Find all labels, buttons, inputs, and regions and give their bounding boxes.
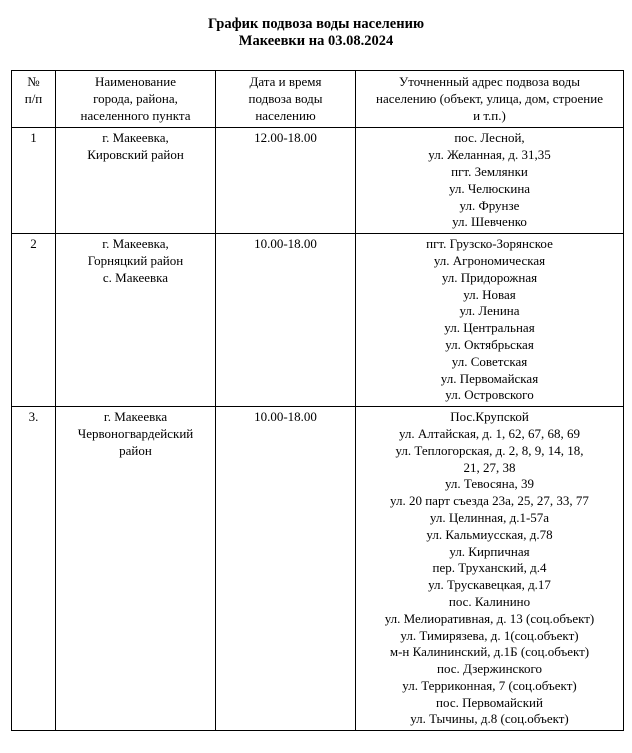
delivery-time: 10.00-18.00: [216, 407, 356, 731]
header-name: [56, 71, 216, 128]
address-line: ул. Целинная, д.1-57а: [429, 509, 550, 525]
table-row: [12, 234, 624, 407]
address-line: ул. Островского: [445, 387, 534, 403]
header-time: [216, 71, 356, 128]
title-line-2: Макеевки на 03.08.2024: [238, 33, 394, 49]
table-header-row: [12, 71, 624, 128]
address-line: ул. Алтайская, д. 1, 62, 67, 68, 69: [398, 425, 581, 441]
row-number: 1: [12, 128, 56, 234]
address-line: ул. Центральная: [444, 320, 535, 336]
header-address: [356, 71, 624, 128]
address-line: ул. Советская: [451, 353, 528, 369]
table-row: [12, 128, 624, 234]
address-line: ул. Тевосяна, 39: [445, 476, 534, 492]
delivery-address: [356, 407, 624, 731]
title-line-1: График подвоза воды населению: [207, 16, 425, 32]
table-row: [12, 407, 624, 731]
header-address-line: населению (объект, улица, дом, строение: [376, 90, 603, 106]
address-line: ул. Терриконная, 7 (соц.объект): [402, 677, 577, 693]
settlement-name-line: г. Макеевка,: [102, 236, 169, 252]
address-line: ул. Фрунзе: [459, 197, 520, 213]
address-line: пос. Дзержинского: [437, 661, 542, 677]
address-line: пер. Труханский, д.4: [432, 560, 547, 576]
header-num-line: №: [27, 74, 40, 89]
address-line: ул. Новая: [463, 286, 516, 302]
settlement-name-line: район: [119, 442, 152, 458]
delivery-time: 10.00-18.00: [216, 234, 356, 407]
header-name-line: города, района,: [93, 90, 178, 106]
address-line: пгт. Землянки: [451, 163, 528, 179]
address-line: м-н Калининский, д.1Б (соц.объект): [389, 644, 590, 660]
address-line: пос. Калинино: [448, 593, 531, 609]
address-line: ул. Ленина: [459, 303, 520, 319]
settlement-name: [56, 407, 216, 731]
address-line: пос. Первомайский: [436, 694, 543, 710]
address-line: ул. Челюскина: [448, 180, 531, 196]
address-line: пгт. Грузско-Зорянское: [426, 236, 553, 252]
delivery-address: [356, 128, 624, 234]
delivery-address: [356, 234, 624, 407]
settlement-name: [56, 234, 216, 407]
address-line: пос. Лесной,: [454, 130, 525, 146]
settlement-name-line: г. Макеевка,: [102, 130, 169, 146]
settlement-name-line: Червоногвардейский: [77, 425, 194, 441]
address-line: ул. Желанная, д. 31,35: [428, 147, 551, 163]
header-time-line: населению: [255, 107, 316, 123]
address-line: ул. Агрономическая: [433, 252, 546, 268]
address-line: ул. Первомайская: [440, 370, 539, 386]
settlement-name: [56, 128, 216, 234]
address-line: ул. Трускавецкая, д.17: [428, 577, 551, 593]
address-line: 21, 27, 38: [463, 459, 516, 475]
header-time-line: Дата и время: [249, 74, 322, 89]
settlement-name-line: с. Макеевка: [102, 269, 169, 285]
header-address-line: Уточненный адрес подвоза воды: [399, 74, 580, 89]
address-line: ул. 20 парт съезда 23а, 25, 27, 33, 77: [390, 493, 589, 509]
address-line: ул. Кальмиусская, д.78: [426, 526, 553, 542]
row-number: 2: [12, 234, 56, 407]
address-line: ул. Мелиоративная, д. 13 (соц.объект): [384, 610, 595, 626]
address-line: ул. Шевченко: [452, 214, 527, 230]
header-num-line: п/п: [24, 90, 43, 106]
row-number: 3.: [12, 407, 56, 731]
address-line: ул. Теплогорская, д. 2, 8, 9, 14, 18,: [395, 442, 584, 458]
header-name-line: Наименование: [95, 74, 176, 89]
schedule-table: [11, 70, 624, 731]
table-body: [12, 128, 624, 731]
address-line: ул. Кирпичная: [449, 543, 530, 559]
address-line: ул. Тимирязева, д. 1(соц.объект): [400, 627, 579, 643]
settlement-name-line: Горняцкий район: [87, 252, 184, 268]
address-line: ул. Тычины, д.8 (соц.объект): [410, 711, 569, 727]
address-line: ул. Придорожная: [441, 269, 538, 285]
address-line: ул. Октябрьская: [445, 336, 534, 352]
header-name-line: населенного пункта: [80, 107, 191, 123]
header-address-line: и т.п.): [473, 107, 506, 123]
settlement-name-line: Кировский район: [87, 147, 184, 163]
header-num: [12, 71, 56, 128]
header-time-line: подвоза воды: [248, 90, 323, 106]
address-line: Пос.Крупской: [450, 409, 529, 425]
delivery-time: 12.00-18.00: [216, 128, 356, 234]
document-title: [0, 0, 632, 56]
settlement-name-line: г. Макеевка: [103, 409, 168, 425]
